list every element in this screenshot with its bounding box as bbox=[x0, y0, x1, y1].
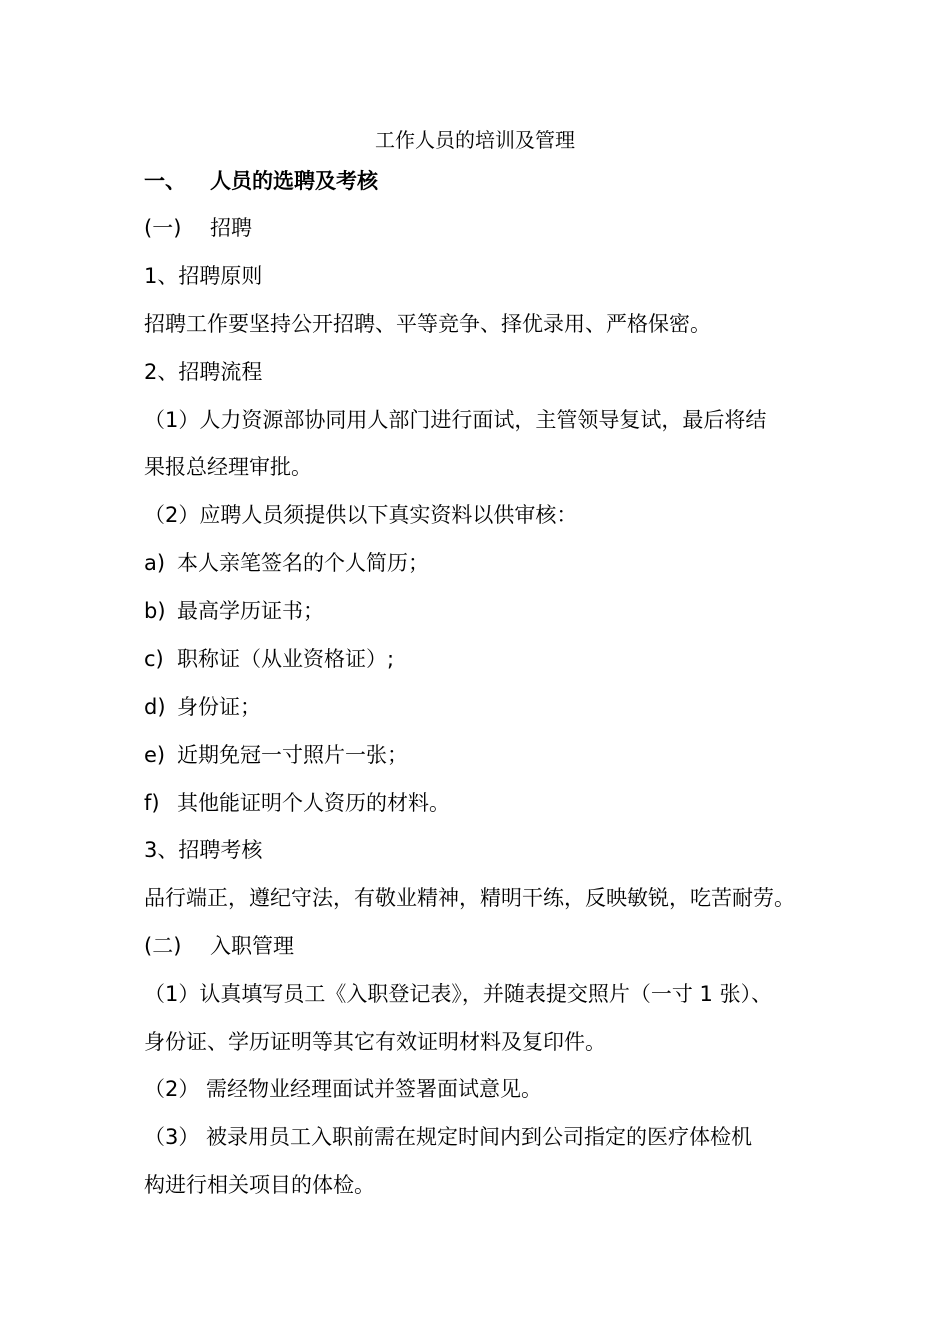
paragraph-process-1-line1: （1）人力资源部协同用人部门进行面试，主管领导复试，最后将结 bbox=[144, 408, 767, 432]
subsection-title: 入职管理 bbox=[210, 934, 294, 958]
list-item-marker: b) bbox=[144, 599, 166, 623]
subsection-number: (二) bbox=[144, 934, 182, 958]
list-item-text: 近期免冠一寸照片一张； bbox=[177, 743, 408, 767]
section-number: 一、 bbox=[144, 169, 186, 193]
paragraph-entry-3-line1: （3） 被录用员工入职前需在规定时间内到公司指定的医疗体检机 bbox=[144, 1125, 753, 1149]
item-heading-recruit-principle: 1、招聘原则 bbox=[144, 264, 263, 288]
list-item-marker: f) bbox=[144, 791, 160, 815]
section-title: 人员的选聘及考核 bbox=[210, 169, 378, 193]
subsection-number: (一) bbox=[144, 216, 182, 240]
paragraph-entry-1-line2: 身份证、学历证明等其它有效证明材料及复印件。 bbox=[144, 1030, 606, 1054]
document-title: 工作人员的培训及管理 bbox=[375, 128, 575, 152]
paragraph-entry-3-line2: 构进行相关项目的体检。 bbox=[144, 1173, 375, 1197]
list-item bbox=[144, 741, 408, 769]
list-item-text: 身份证； bbox=[177, 695, 261, 719]
list-item bbox=[144, 549, 429, 577]
list-item-marker: e) bbox=[144, 743, 166, 767]
list-item-marker: c) bbox=[144, 647, 164, 671]
list-item bbox=[144, 789, 450, 817]
list-item bbox=[144, 597, 324, 625]
subsection-heading-2 bbox=[144, 932, 294, 960]
subsection-heading-1 bbox=[144, 214, 252, 242]
paragraph-recruit-principle: 招聘工作要坚持公开招聘、平等竞争、择优录用、严格保密。 bbox=[144, 312, 711, 336]
list-item-text: 其他能证明个人资历的材料。 bbox=[177, 791, 450, 815]
list-item-text: 本人亲笔签名的个人简历； bbox=[177, 551, 429, 575]
section-heading-1 bbox=[144, 167, 378, 195]
list-item bbox=[144, 693, 261, 721]
paragraph-process-1-line2: 果报总经理审批。 bbox=[144, 455, 312, 479]
list-item-text: 职称证（从业资格证）; bbox=[177, 647, 395, 671]
paragraph-recruit-assessment: 品行端正，遵纪守法，有敬业精神，精明干练，反映敏锐，吃苦耐劳。 bbox=[144, 886, 795, 910]
paragraph-process-2: （2）应聘人员须提供以下真实资料以供审核： bbox=[144, 503, 578, 527]
item-heading-recruit-assessment: 3、招聘考核 bbox=[144, 838, 263, 862]
item-heading-recruit-process: 2、招聘流程 bbox=[144, 360, 263, 384]
subsection-title: 招聘 bbox=[210, 216, 252, 240]
list-item-marker: a) bbox=[144, 551, 166, 575]
paragraph-entry-1-line1: （1）认真填写员工《入职登记表》，并随表提交照片（一寸 1 张）、 bbox=[144, 982, 773, 1006]
list-item-text: 最高学历证书； bbox=[177, 599, 324, 623]
list-item bbox=[144, 645, 394, 673]
paragraph-entry-2: （2） 需经物业经理面试并签署面试意见。 bbox=[144, 1077, 543, 1101]
list-item-marker: d) bbox=[144, 695, 166, 719]
